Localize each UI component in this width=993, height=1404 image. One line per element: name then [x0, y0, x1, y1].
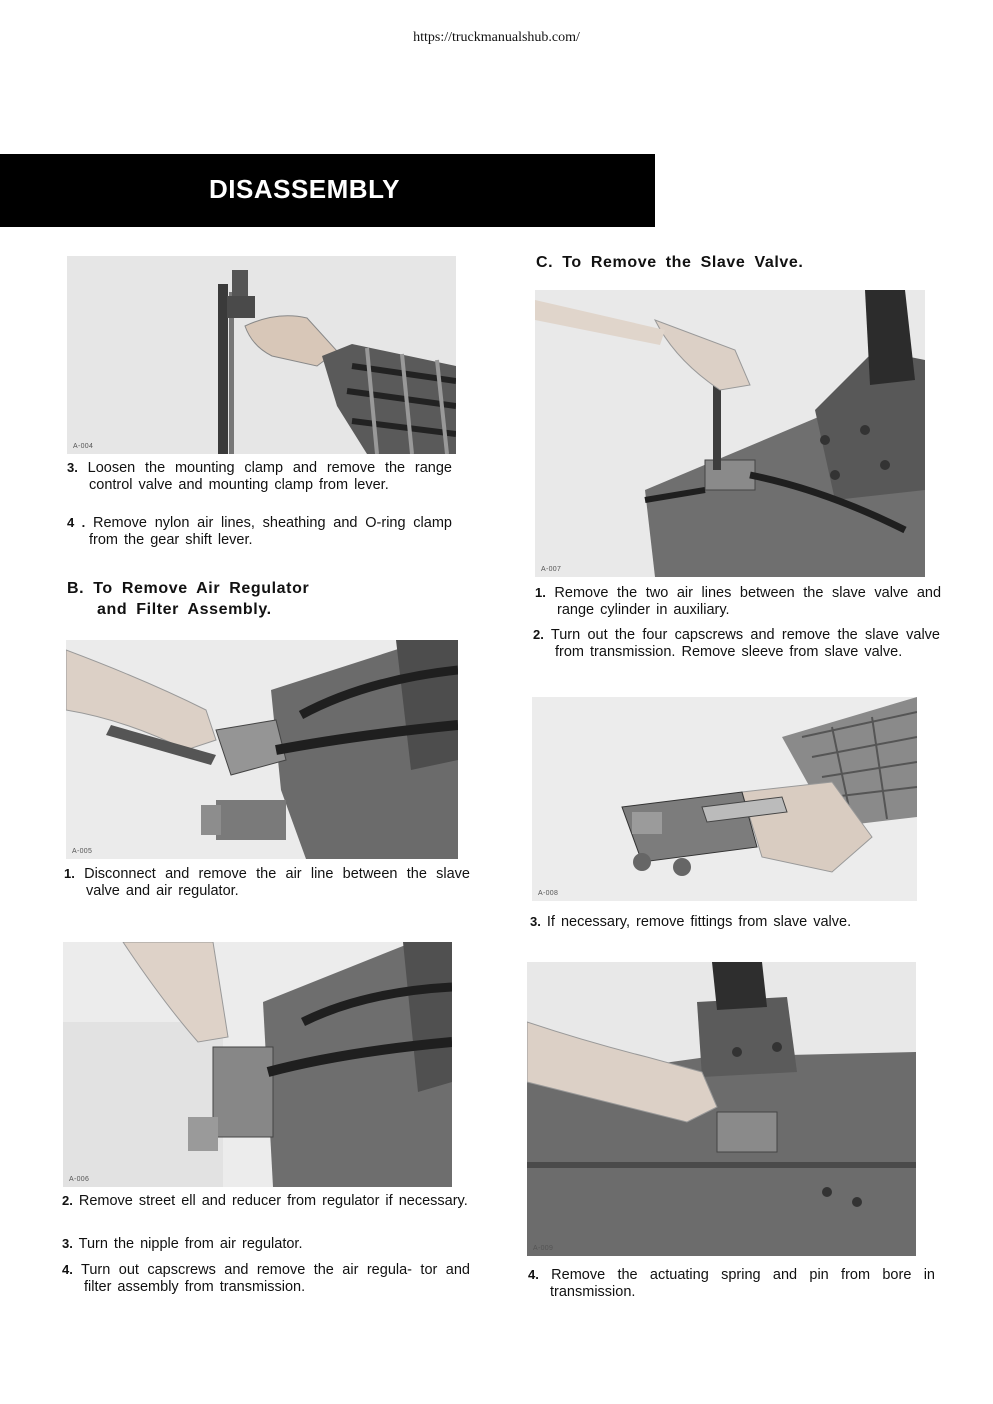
step-2-remove-slave-valve	[533, 627, 940, 660]
title-banner	[0, 154, 655, 227]
step-4-turn-out-capscrews	[62, 1262, 470, 1295]
photo-illustration	[535, 290, 925, 577]
figure-code: A-004	[73, 443, 94, 450]
section-c-heading	[536, 252, 803, 273]
step-text: Remove the actuating spring and pin from bore in transmission.	[550, 1267, 935, 1300]
photo-illustration	[532, 697, 917, 901]
step-number: 3.	[62, 1236, 73, 1251]
photo-regulator-removal	[63, 942, 452, 1187]
step-1-disconnect-air-line	[64, 866, 470, 899]
photo-actuating-spring	[527, 962, 916, 1256]
photo-illustration	[63, 942, 452, 1187]
step-text: Disconnect and remove the air line between the slave valve and air regulator.	[84, 866, 470, 899]
step-text: Remove street ell and reducer from regulator if necessary.	[78, 1193, 468, 1209]
section-b-heading	[67, 578, 309, 620]
step-number: 4.	[62, 1262, 73, 1277]
step-number: 2.	[533, 627, 544, 642]
step-text: Loosen the mounting clamp and remove the range control valve and mounting clamp from lever.	[87, 460, 452, 493]
step-text: Remove nylon air lines, sheathing and O-ring clamp from the gear shift lever.	[89, 515, 452, 548]
photo-air-line-removal	[66, 640, 458, 859]
step-3-loosen-clamp	[67, 460, 452, 493]
step-number: 4.	[528, 1267, 539, 1282]
photo-illustration	[66, 640, 458, 859]
figure-code: A-006	[69, 1176, 90, 1183]
photo-slave-valve-fittings	[532, 697, 917, 901]
step-number: 3.	[67, 460, 78, 475]
step-4-remove-actuating-spring	[528, 1267, 935, 1300]
step-3-remove-fittings	[530, 914, 942, 931]
photo-illustration	[527, 962, 916, 1256]
step-3-turn-nipple	[62, 1236, 470, 1253]
section-b-heading-line1: B. To Remove Air Regulator	[67, 580, 310, 597]
photo-illustration	[67, 256, 456, 454]
figure-code: A-009	[533, 1245, 554, 1252]
step-text: If necessary, remove fittings from slave valve.	[546, 914, 852, 930]
photo-slave-valve-lines	[535, 290, 925, 577]
figure-code: A-005	[72, 848, 93, 855]
step-text: Remove the two air lines between the slave valve and range cylinder in auxiliary.	[554, 585, 942, 618]
figure-code: A-007	[541, 566, 562, 573]
step-number: 1.	[64, 866, 75, 881]
step-text: Turn out capscrews and remove the air regula- tor and filter assembly from transmission.	[81, 1262, 470, 1295]
step-number: 4 .	[67, 515, 86, 530]
step-text: Turn out the four capscrews and remove the slave valve from transmission. Remove sleeve from slave valve.	[550, 627, 940, 660]
page-title: DISASSEMBLY	[209, 174, 400, 204]
step-number: 3.	[530, 914, 541, 929]
figure-code: A-008	[538, 890, 559, 897]
step-4-remove-nylon-lines	[67, 515, 452, 548]
source-url[interactable]: https://truckmanualshub.com/	[413, 30, 580, 45]
step-text: Turn the nipple from air regulator.	[78, 1236, 303, 1252]
step-number: 1.	[535, 585, 546, 600]
step-2-remove-street-ell	[62, 1193, 470, 1210]
section-b-heading-line2: and Filter Assembly.	[97, 601, 272, 618]
section-c-heading-text: C. To Remove the Slave Valve.	[536, 254, 804, 271]
step-1-remove-two-air-lines	[535, 585, 941, 618]
photo-range-control-valve	[67, 256, 456, 454]
step-number: 2.	[62, 1193, 73, 1208]
